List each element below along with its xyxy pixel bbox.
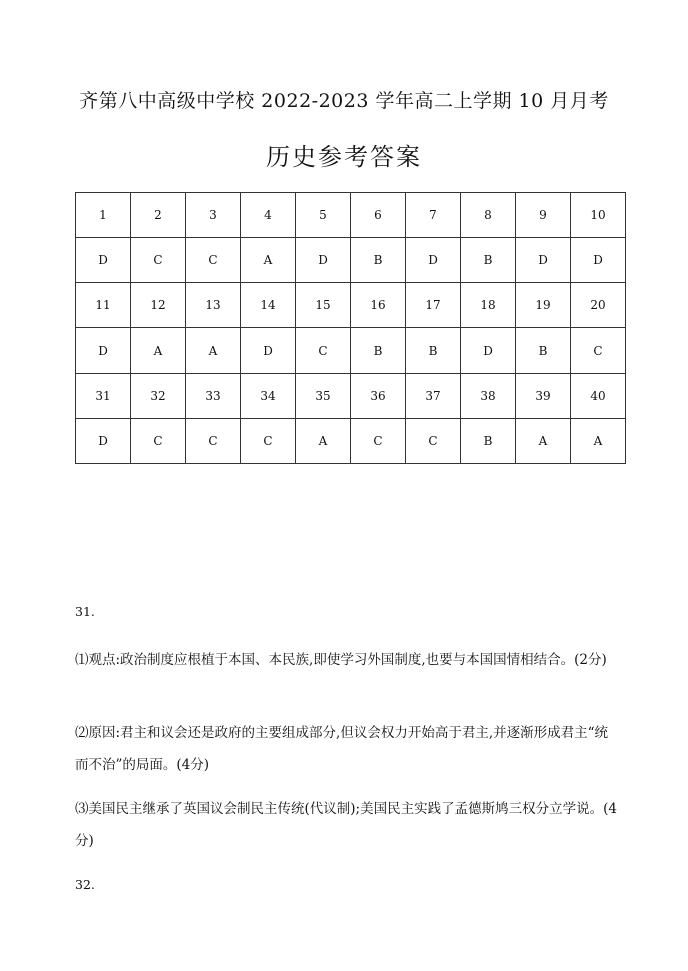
- table-cell: 17: [406, 283, 461, 328]
- table-cell: 36: [351, 373, 406, 418]
- table-cell: D: [296, 238, 351, 283]
- table-cell: 32: [131, 373, 186, 418]
- table-cell: C: [131, 418, 186, 463]
- table-cell: B: [351, 328, 406, 373]
- table-cell: D: [76, 418, 131, 463]
- table-cell: 4: [241, 193, 296, 238]
- table-cell: D: [571, 238, 626, 283]
- question-31-number: 31.: [75, 604, 95, 619]
- table-cell: 8: [461, 193, 516, 238]
- table-cell: 6: [351, 193, 406, 238]
- table-cell: 12: [131, 283, 186, 328]
- table-cell: B: [516, 328, 571, 373]
- table-cell: C: [406, 418, 461, 463]
- table-cell: B: [406, 328, 461, 373]
- table-cell: B: [351, 238, 406, 283]
- table-cell: C: [186, 238, 241, 283]
- table-cell: D: [76, 238, 131, 283]
- table-row-numbers: [76, 193, 626, 238]
- table-cell: 37: [406, 373, 461, 418]
- table-cell: D: [461, 328, 516, 373]
- table-cell: C: [296, 328, 351, 373]
- page-title: 历史参考答案: [266, 143, 422, 171]
- table-cell: 38: [461, 373, 516, 418]
- table-cell: A: [131, 328, 186, 373]
- table-cell: 15: [296, 283, 351, 328]
- table-cell: 9: [516, 193, 571, 238]
- table-cell: 20: [571, 283, 626, 328]
- table-cell: 34: [241, 373, 296, 418]
- table-cell: 5: [296, 193, 351, 238]
- question-31-part-1: ⑴观点:政治制度应根植于本国、本民族,即使学习外国制度,也要与本国国情相结合。(2分): [75, 652, 607, 668]
- table-cell: 35: [296, 373, 351, 418]
- table-row-numbers: [76, 373, 626, 418]
- table-cell: A: [241, 238, 296, 283]
- table-cell: A: [296, 418, 351, 463]
- table-cell: 39: [516, 373, 571, 418]
- table-cell: A: [571, 418, 626, 463]
- answer-table: [75, 192, 626, 464]
- table-cell: 33: [186, 373, 241, 418]
- table-cell: C: [241, 418, 296, 463]
- table-cell: C: [186, 418, 241, 463]
- table-cell: 7: [406, 193, 461, 238]
- question-31-part-3: ⑶美国民主继承了英国议会制民主传统(代议制);美国民主实践了孟德斯鸠三权分立学说。(4分): [75, 801, 617, 849]
- table-cell: C: [571, 328, 626, 373]
- table-cell: B: [461, 238, 516, 283]
- table-cell: B: [461, 418, 516, 463]
- table-cell: D: [516, 238, 571, 283]
- table-cell: 13: [186, 283, 241, 328]
- table-cell: 31: [76, 373, 131, 418]
- table-cell: D: [76, 328, 131, 373]
- table-cell: 40: [571, 373, 626, 418]
- table-cell: D: [406, 238, 461, 283]
- table-row-answers: [76, 328, 626, 373]
- table-cell: 19: [516, 283, 571, 328]
- table-cell: C: [131, 238, 186, 283]
- table-row-numbers: [76, 283, 626, 328]
- question-32-number: 32.: [75, 877, 95, 892]
- table-cell: 14: [241, 283, 296, 328]
- table-cell: D: [241, 328, 296, 373]
- table-row-answers: [76, 238, 626, 283]
- table-cell: 10: [571, 193, 626, 238]
- table-cell: C: [351, 418, 406, 463]
- table-cell: 1: [76, 193, 131, 238]
- table-cell: A: [516, 418, 571, 463]
- table-cell: 11: [76, 283, 131, 328]
- table-cell: 16: [351, 283, 406, 328]
- table-cell: 3: [186, 193, 241, 238]
- table-cell: 2: [131, 193, 186, 238]
- table-cell: A: [186, 328, 241, 373]
- page-header: 齐第八中高级中学校 2022-2023 学年高二上学期 10 月月考: [79, 90, 609, 112]
- question-31-part-2: ⑵原因:君主和议会还是政府的主要组成部分,但议会权力开始高于君主,并逐渐形成君主“统而不治”的局面。(4分): [75, 725, 609, 773]
- table-cell: 18: [461, 283, 516, 328]
- table-row-answers: [76, 418, 626, 463]
